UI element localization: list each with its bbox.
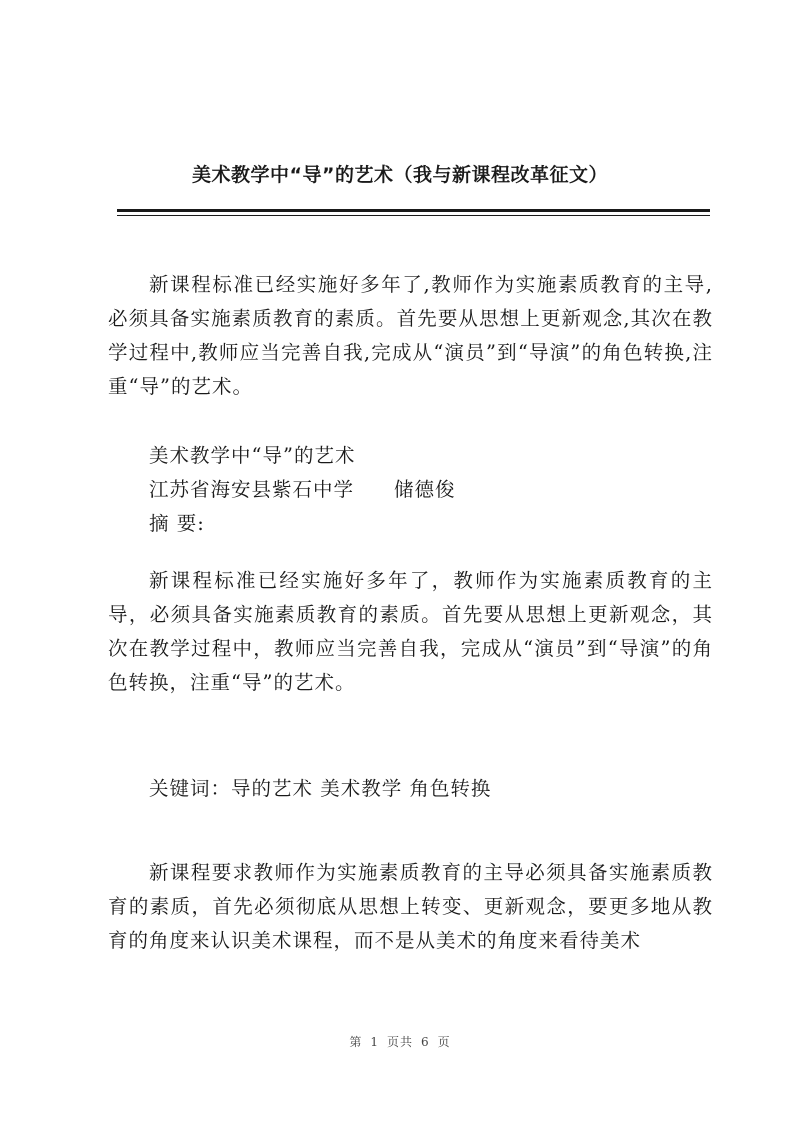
abstract-paragraph: 新课程标准已经实施好多年了，教师作为实施素质教育的主导，必须具备实施素质教育的素质。首先要从思想上更新观念，其次在教学过程中，教师应当完善自我，完成从“演员”到“导演”的角色转换，注重“导”的艺术。 xyxy=(108,569,713,694)
article-header-block xyxy=(108,439,713,541)
keywords-block xyxy=(108,772,713,806)
footer-prefix: 第 xyxy=(349,1035,363,1049)
footer-suffix: 页 xyxy=(437,1035,451,1049)
footer-page-number: 1 xyxy=(370,1035,379,1049)
document-title: 美术教学中“导”的艺术（我与新课程改革征文） xyxy=(192,164,608,186)
body-paragraph: 新课程要求教师作为实施素质教育的主导必须具备实施素质教育的素质，首先必须彻底从思想上转变、更新观念，要更多地从教育的角度来认识美术课程，而不是从美术的角度来看待美术 xyxy=(108,861,713,952)
intro-paragraph: 新课程标准已经实施好多年了,教师作为实施素质教育的主导,必须具备实施素质教育的素质。首先要从思想上更新观念,其次在教学过程中,教师应当完善自我,完成从“演员”到“导演”的角色转换,注重“导”的艺术。 xyxy=(108,273,713,398)
body-block xyxy=(108,856,713,958)
school-name: 江苏省海安县紫石中学 xyxy=(149,478,355,501)
intro-block xyxy=(108,268,713,404)
footer-total-pages: 6 xyxy=(421,1035,430,1049)
abstract-label: 摘 要: xyxy=(149,512,205,535)
title-rule-thick xyxy=(117,209,710,212)
page-footer xyxy=(0,1033,800,1050)
footer-of: 页共 xyxy=(386,1035,413,1049)
author-name: 储德俊 xyxy=(394,478,456,501)
title-rule-thin xyxy=(117,215,710,216)
article-title: 美术教学中“导”的艺术 xyxy=(149,444,356,467)
keywords-line: 关键词：导的艺术 美术教学 角色转换 xyxy=(149,777,492,800)
abstract-block xyxy=(108,564,713,700)
byline xyxy=(108,473,713,507)
